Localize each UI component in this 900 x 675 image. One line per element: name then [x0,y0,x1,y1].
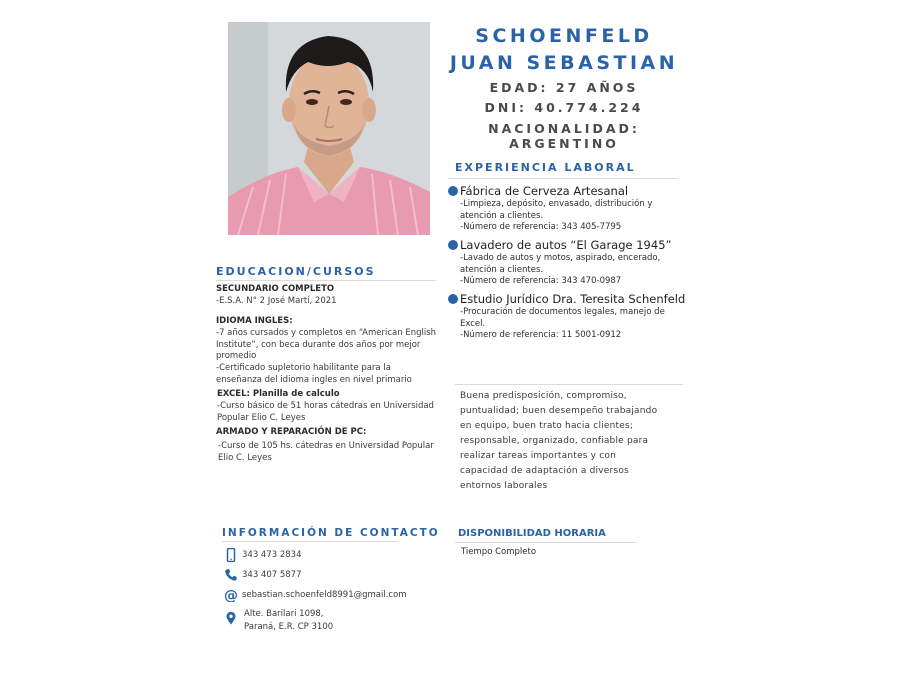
email-address[interactable]: sebastian.schoenfeld8991@gmail.com [242,590,407,600]
bullet-icon [448,240,458,250]
education-block [216,284,440,308]
experience-line: -Lavado de autos y motos, aspirado, encerado, [460,253,661,263]
english-line: promedio [216,351,257,362]
summary-line: capacidad de adaptación a diversos [460,466,629,476]
experience-line: -Número de referencia: 343 470-0987 [460,276,622,286]
experience-divider [448,178,678,179]
name-given: JUAN SEBASTIAN [449,52,679,74]
availability-value: Tiempo Completo [461,547,537,557]
excel-heading: EXCEL: Planilla de calculo [217,389,340,399]
experience-title: Lavadero de autos “El Garage 1945” [460,238,672,252]
address-line: Alte. Barilari 1098, [244,609,324,619]
experience-line: Excel. [460,318,486,329]
profile-photo [228,22,430,235]
availability-divider [455,542,637,543]
contact-heading: INFORMACIÓN DE CONTACTO [222,527,440,539]
experience-details [460,253,692,288]
secondary-heading: SECUNDARIO COMPLETO [216,284,335,294]
nationality: NACIONALIDAD: ARGENTINO [488,121,640,151]
english-line: -Certificado supletorio habilitante para la [216,363,391,374]
english-heading: IDIOMA INGLES: [216,316,293,326]
experience-line: atención a clientes. [460,264,544,275]
experience-title: Estudio Jurídico Dra. Teresita Schenfeld [460,292,686,306]
experience-line: -Limpieza, depósito, envasado, distribución y [460,199,653,209]
experience-line: -Procuración de documentos legales, manejo de [460,307,665,317]
pc-heading: ARMADO Y REPARACIÓN DE PC: [216,427,367,437]
mobile-phone-icon [224,548,238,562]
mobile-number: 343 473 2834 [242,550,302,560]
summary-line: en equipo, buen trato hacia clientes; [460,421,634,431]
contact-divider [222,541,398,542]
svg-text:@: @ [224,588,238,602]
name-surname: SCHOENFELD [475,25,653,47]
dni: DNI: 40.774.224 [484,100,644,115]
pc-line: Elio C. Leyes [218,452,272,463]
english-line: enseñanza del idioma ingles en nivel primario [216,374,412,385]
pc-line: -Curso de 105 hs. cátedras en Universidad Popular [218,441,434,451]
location-pin-icon [224,611,238,625]
experience-heading: EXPERIENCIA LABORAL [455,161,636,174]
education-divider [216,280,436,281]
summary-line: realizar tareas importantes y con [460,451,617,461]
profile-summary [460,389,660,494]
availability-heading: DISPONIBILIDAD HORARIA [458,528,606,539]
excel-block [217,389,441,424]
summary-line: responsable, organizado, confiable para [460,436,649,446]
phone-icon [224,568,238,582]
secondary-detail: -E.S.A. N° 2 José Martí, 2021 [216,295,337,306]
english-block [216,316,440,387]
summary-line: puntualidad; buen desempeño trabajando [460,406,658,416]
bullet-icon [448,294,458,304]
english-line: Institute”, con beca durante dos años por mejor [216,339,421,350]
english-line: -7 años cursados y completos en “American English [216,327,437,338]
experience-line: -Número de referencia: 11 5001-0912 [460,330,622,340]
education-heading: EDUCACION/CURSOS [216,265,376,278]
bullet-icon [448,186,458,196]
at-sign-icon [224,588,238,602]
excel-line: -Curso básico de 51 horas cátedras en Universidad [217,400,434,411]
phone-number: 343 407 5877 [242,570,302,580]
experience-details [460,199,692,234]
experience-line: atención a clientes. [460,210,544,221]
summary-line: Buena predisposición, compromiso, [460,391,627,401]
address [244,608,333,633]
summary-divider [455,384,683,385]
experience-details [460,307,692,342]
experience-line: -Número de referencia: 343 405-7795 [460,222,622,232]
pc-block [216,427,440,439]
address-line: Paraná, E.R. CP 3100 [244,621,334,632]
age: EDAD: 27 AÑOS [489,80,639,95]
pc-details [218,441,442,465]
excel-line: Popular Elio C. Leyes [217,412,306,423]
experience-title: Fábrica de Cerveza Artesanal [460,184,629,198]
summary-line: entornos laborales [460,481,548,491]
